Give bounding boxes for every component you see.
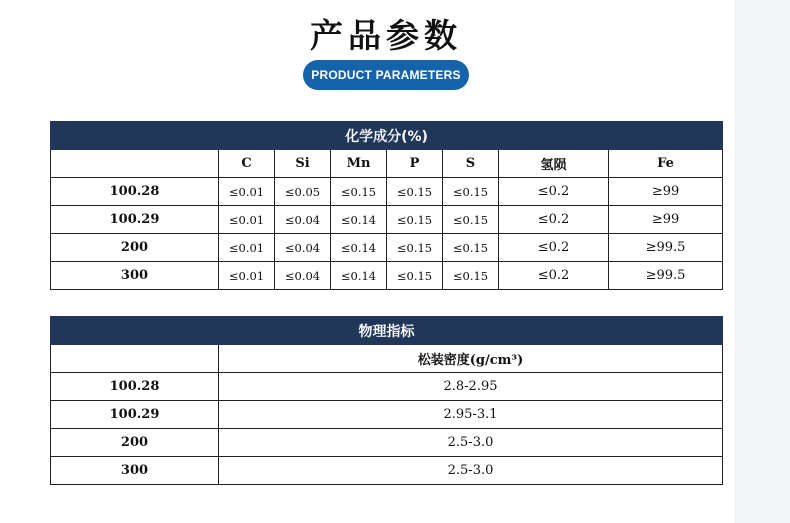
table-spacer-row (51, 290, 723, 317)
value-cell: ≤0.05 (275, 178, 331, 206)
column-header: 氢陨 (499, 150, 609, 178)
grade-cell: 300 (51, 262, 219, 290)
value-cell: ≤0.04 (275, 234, 331, 262)
value-cell: ≤0.14 (331, 262, 387, 290)
column-header: S (443, 150, 499, 178)
value-cell: ≥99 (609, 178, 723, 206)
value-cell: 2.8-2.95 (219, 373, 723, 401)
value-cell: ≤0.14 (331, 206, 387, 234)
value-cell: ≤0.01 (219, 234, 275, 262)
grade-cell: 100.29 (51, 401, 219, 429)
value-cell: ≤0.2 (499, 234, 609, 262)
column-header: P (387, 150, 443, 178)
column-header (51, 345, 219, 373)
value-cell: ≤0.15 (443, 206, 499, 234)
value-cell: 2.95-3.1 (219, 401, 723, 429)
value-cell: ≤0.15 (387, 262, 443, 290)
value-cell: ≤0.04 (275, 262, 331, 290)
column-header: Mn (331, 150, 387, 178)
table-row (51, 206, 723, 234)
value-cell: ≤0.15 (387, 178, 443, 206)
table-title-row (51, 122, 723, 150)
value-cell: ≤0.15 (387, 206, 443, 234)
page-title: 产品参数 (310, 16, 462, 55)
table-row (51, 178, 723, 206)
value-cell: ≥99.5 (609, 234, 723, 262)
column-header (51, 150, 219, 178)
value-cell: ≤0.01 (219, 178, 275, 206)
grade-cell: 200 (51, 234, 219, 262)
spacer-cell (51, 290, 723, 317)
physical-table-title: 物理指标 (51, 317, 723, 345)
section-badge: PRODUCT PARAMETERS (303, 60, 469, 90)
column-header: Fe (609, 150, 723, 178)
value-cell: ≤0.2 (499, 178, 609, 206)
column-header-row (51, 150, 723, 178)
grade-cell: 100.28 (51, 178, 219, 206)
value-cell: ≤0.04 (275, 206, 331, 234)
value-cell: ≤0.2 (499, 262, 609, 290)
column-header: 松装密度(g/cm³) (219, 345, 723, 373)
value-cell: ≤0.15 (443, 262, 499, 290)
value-cell: ≤0.2 (499, 206, 609, 234)
table-row (51, 262, 723, 290)
value-cell: 2.5-3.0 (219, 429, 723, 457)
value-cell: ≤0.15 (331, 178, 387, 206)
value-cell: ≤0.01 (219, 262, 275, 290)
table-row (51, 373, 723, 401)
grade-cell: 100.29 (51, 206, 219, 234)
value-cell: ≤0.01 (219, 206, 275, 234)
grade-cell: 300 (51, 457, 219, 485)
column-header: Si (275, 150, 331, 178)
table-row (51, 429, 723, 457)
grade-cell: 200 (51, 429, 219, 457)
value-cell: 2.5-3.0 (219, 457, 723, 485)
column-header-row (51, 345, 723, 373)
page-side-strip (734, 0, 790, 523)
table-row (51, 234, 723, 262)
value-cell: ≥99.5 (609, 262, 723, 290)
chemical-composition-table (50, 121, 723, 317)
value-cell: ≤0.15 (387, 234, 443, 262)
physical-properties-table (50, 316, 723, 485)
column-header: C (219, 150, 275, 178)
table-title-row (51, 317, 723, 345)
value-cell: ≤0.14 (331, 234, 387, 262)
value-cell: ≥99 (609, 206, 723, 234)
value-cell: ≤0.15 (443, 234, 499, 262)
grade-cell: 100.28 (51, 373, 219, 401)
value-cell: ≤0.15 (443, 178, 499, 206)
table-row (51, 457, 723, 485)
chemical-table-title: 化学成分(%) (51, 122, 723, 150)
table-row (51, 401, 723, 429)
